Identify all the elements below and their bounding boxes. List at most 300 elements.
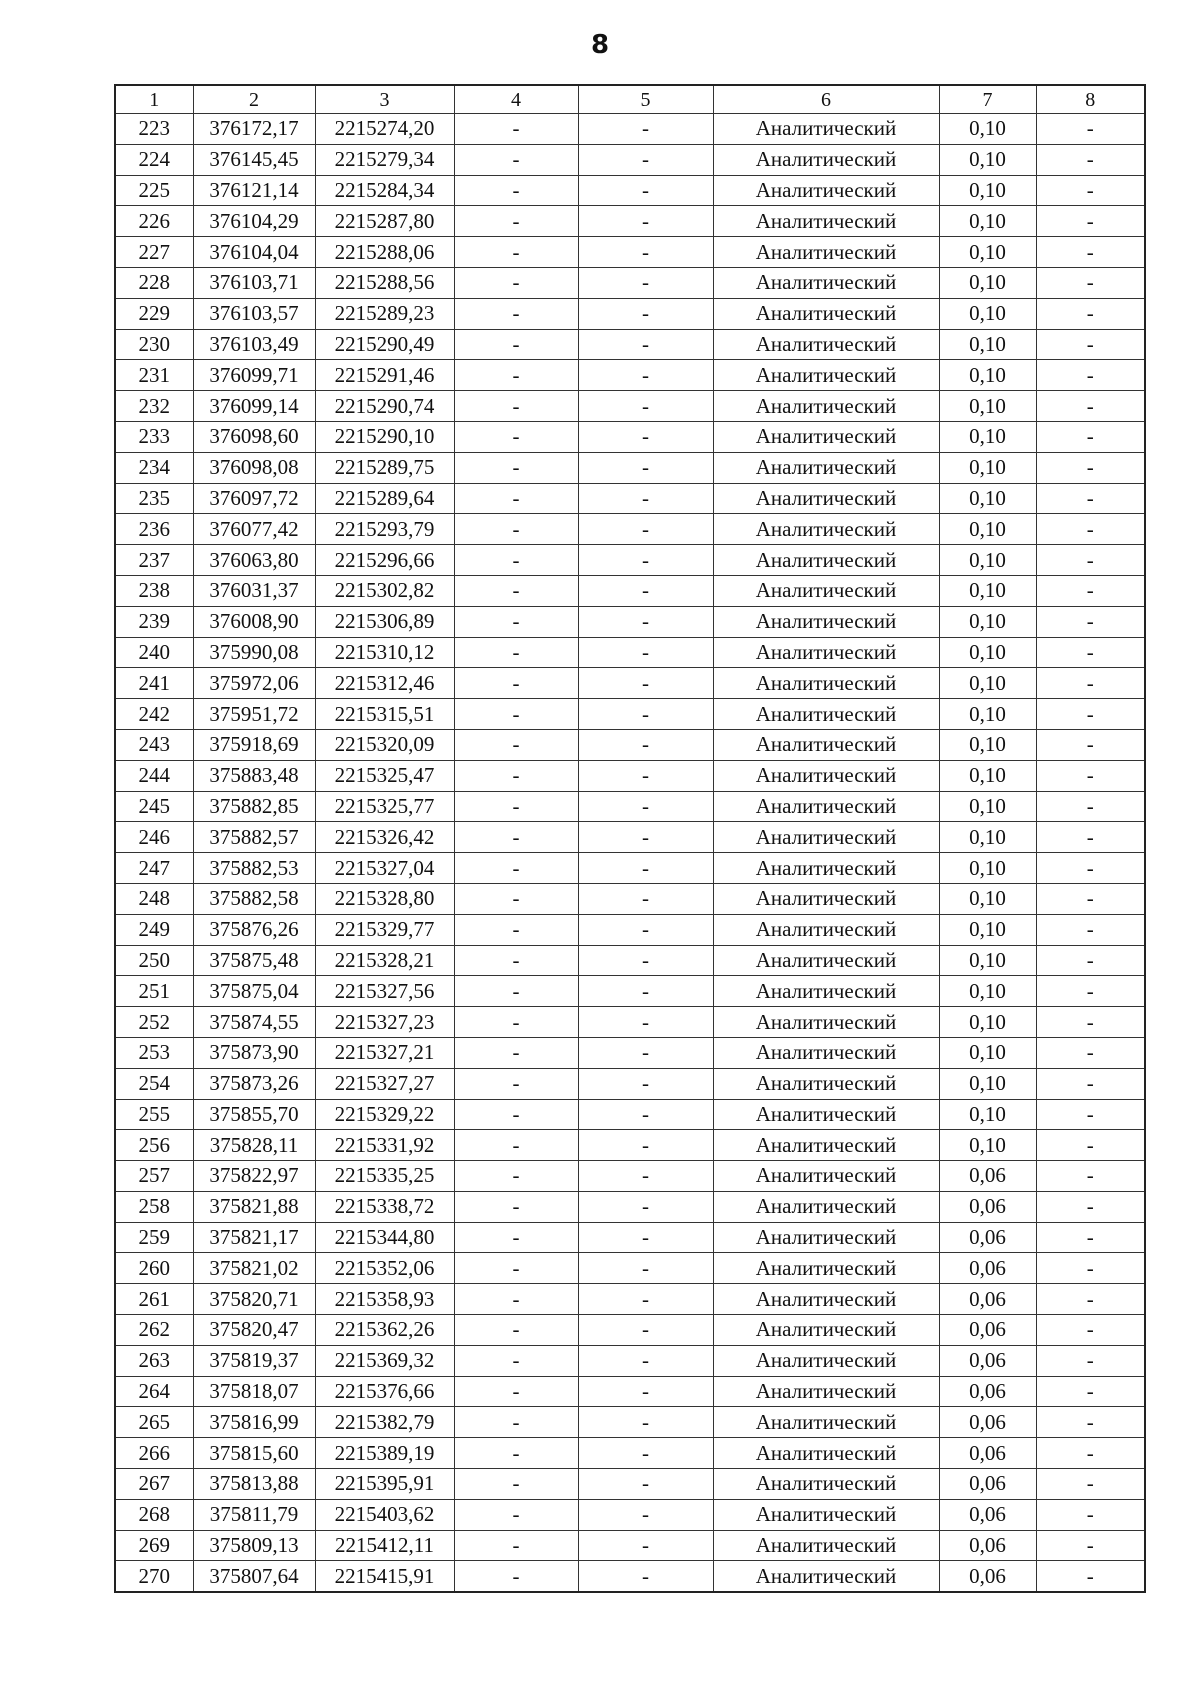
accuracy-cell: 0,06 <box>939 1191 1036 1222</box>
table-row <box>115 1469 1145 1500</box>
point-number-cell: 264 <box>115 1376 193 1407</box>
method-cell: Аналитический <box>713 237 939 268</box>
column-4-cell: - <box>454 1376 578 1407</box>
method-cell: Аналитический <box>713 144 939 175</box>
column-8-cell: - <box>1036 668 1145 699</box>
method-cell: Аналитический <box>713 452 939 483</box>
column-8-cell: - <box>1036 1007 1145 1038</box>
method-cell: Аналитический <box>713 483 939 514</box>
x-coordinate-cell: 376063,80 <box>193 545 315 576</box>
x-coordinate-cell: 376145,45 <box>193 144 315 175</box>
point-number-cell: 231 <box>115 360 193 391</box>
table-row <box>115 1099 1145 1130</box>
table-row <box>115 298 1145 329</box>
point-number-cell: 240 <box>115 637 193 668</box>
y-coordinate-cell: 2215344,80 <box>315 1222 454 1253</box>
column-5-cell: - <box>578 1222 713 1253</box>
column-4-cell: - <box>454 329 578 360</box>
column-5-cell: - <box>578 1315 713 1346</box>
column-4-cell: - <box>454 914 578 945</box>
point-number-cell: 226 <box>115 206 193 237</box>
column-4-cell: - <box>454 575 578 606</box>
y-coordinate-cell: 2215328,80 <box>315 883 454 914</box>
method-cell: Аналитический <box>713 1099 939 1130</box>
y-coordinate-cell: 2215306,89 <box>315 606 454 637</box>
y-coordinate-cell: 2215412,11 <box>315 1530 454 1561</box>
table-row <box>115 1499 1145 1530</box>
y-coordinate-cell: 2215287,80 <box>315 206 454 237</box>
accuracy-cell: 0,10 <box>939 729 1036 760</box>
x-coordinate-cell: 375875,04 <box>193 976 315 1007</box>
coordinates-table <box>114 84 1146 1593</box>
column-4-cell: - <box>454 853 578 884</box>
column-header-1: 1 <box>115 85 193 114</box>
point-number-cell: 244 <box>115 760 193 791</box>
y-coordinate-cell: 2215288,06 <box>315 237 454 268</box>
x-coordinate-cell: 375807,64 <box>193 1561 315 1592</box>
table-row <box>115 853 1145 884</box>
accuracy-cell: 0,06 <box>939 1561 1036 1592</box>
table-row <box>115 976 1145 1007</box>
column-5-cell: - <box>578 914 713 945</box>
column-8-cell: - <box>1036 1222 1145 1253</box>
column-5-cell: - <box>578 114 713 145</box>
table-row <box>115 1345 1145 1376</box>
accuracy-cell: 0,10 <box>939 421 1036 452</box>
accuracy-cell: 0,06 <box>939 1376 1036 1407</box>
column-8-cell: - <box>1036 1253 1145 1284</box>
column-header-6: 6 <box>713 85 939 114</box>
column-4-cell: - <box>454 1007 578 1038</box>
accuracy-cell: 0,06 <box>939 1345 1036 1376</box>
x-coordinate-cell: 375855,70 <box>193 1099 315 1130</box>
table-row <box>115 1191 1145 1222</box>
method-cell: Аналитический <box>713 329 939 360</box>
x-coordinate-cell: 375815,60 <box>193 1438 315 1469</box>
accuracy-cell: 0,10 <box>939 914 1036 945</box>
column-4-cell: - <box>454 267 578 298</box>
column-5-cell: - <box>578 1407 713 1438</box>
column-header-2: 2 <box>193 85 315 114</box>
column-5-cell: - <box>578 175 713 206</box>
table-row <box>115 606 1145 637</box>
y-coordinate-cell: 2215325,77 <box>315 791 454 822</box>
x-coordinate-cell: 375811,79 <box>193 1499 315 1530</box>
column-8-cell: - <box>1036 637 1145 668</box>
column-5-cell: - <box>578 575 713 606</box>
table-row <box>115 668 1145 699</box>
column-4-cell: - <box>454 421 578 452</box>
table-header-row <box>115 85 1145 114</box>
x-coordinate-cell: 376099,71 <box>193 360 315 391</box>
column-8-cell: - <box>1036 1099 1145 1130</box>
column-8-cell: - <box>1036 575 1145 606</box>
method-cell: Аналитический <box>713 791 939 822</box>
method-cell: Аналитический <box>713 1007 939 1038</box>
accuracy-cell: 0,10 <box>939 360 1036 391</box>
x-coordinate-cell: 376097,72 <box>193 483 315 514</box>
column-5-cell: - <box>578 483 713 514</box>
method-cell: Аналитический <box>713 1315 939 1346</box>
point-number-cell: 237 <box>115 545 193 576</box>
x-coordinate-cell: 375828,11 <box>193 1130 315 1161</box>
column-8-cell: - <box>1036 360 1145 391</box>
point-number-cell: 227 <box>115 237 193 268</box>
y-coordinate-cell: 2215290,10 <box>315 421 454 452</box>
method-cell: Аналитический <box>713 1499 939 1530</box>
y-coordinate-cell: 2215288,56 <box>315 267 454 298</box>
y-coordinate-cell: 2215327,21 <box>315 1037 454 1068</box>
table-row <box>115 452 1145 483</box>
method-cell: Аналитический <box>713 360 939 391</box>
column-4-cell: - <box>454 760 578 791</box>
column-5-cell: - <box>578 945 713 976</box>
column-4-cell: - <box>454 1161 578 1192</box>
y-coordinate-cell: 2215369,32 <box>315 1345 454 1376</box>
x-coordinate-cell: 375990,08 <box>193 637 315 668</box>
table-row <box>115 637 1145 668</box>
column-8-cell: - <box>1036 945 1145 976</box>
column-4-cell: - <box>454 668 578 699</box>
column-5-cell: - <box>578 1191 713 1222</box>
table-row <box>115 1407 1145 1438</box>
accuracy-cell: 0,10 <box>939 144 1036 175</box>
method-cell: Аналитический <box>713 1161 939 1192</box>
column-4-cell: - <box>454 1068 578 1099</box>
accuracy-cell: 0,10 <box>939 452 1036 483</box>
y-coordinate-cell: 2215293,79 <box>315 514 454 545</box>
column-4-cell: - <box>454 1345 578 1376</box>
column-8-cell: - <box>1036 1345 1145 1376</box>
x-coordinate-cell: 376098,08 <box>193 452 315 483</box>
y-coordinate-cell: 2215320,09 <box>315 729 454 760</box>
method-cell: Аналитический <box>713 298 939 329</box>
column-8-cell: - <box>1036 1561 1145 1592</box>
y-coordinate-cell: 2215310,12 <box>315 637 454 668</box>
accuracy-cell: 0,06 <box>939 1253 1036 1284</box>
x-coordinate-cell: 376077,42 <box>193 514 315 545</box>
point-number-cell: 268 <box>115 1499 193 1530</box>
accuracy-cell: 0,10 <box>939 545 1036 576</box>
column-4-cell: - <box>454 360 578 391</box>
column-5-cell: - <box>578 791 713 822</box>
point-number-cell: 229 <box>115 298 193 329</box>
method-cell: Аналитический <box>713 1561 939 1592</box>
y-coordinate-cell: 2215325,47 <box>315 760 454 791</box>
column-8-cell: - <box>1036 114 1145 145</box>
table-row <box>115 1253 1145 1284</box>
y-coordinate-cell: 2215358,93 <box>315 1284 454 1315</box>
accuracy-cell: 0,10 <box>939 175 1036 206</box>
column-8-cell: - <box>1036 1037 1145 1068</box>
method-cell: Аналитический <box>713 945 939 976</box>
accuracy-cell: 0,10 <box>939 760 1036 791</box>
point-number-cell: 248 <box>115 883 193 914</box>
x-coordinate-cell: 375821,88 <box>193 1191 315 1222</box>
accuracy-cell: 0,06 <box>939 1315 1036 1346</box>
table-row <box>115 914 1145 945</box>
point-number-cell: 259 <box>115 1222 193 1253</box>
accuracy-cell: 0,10 <box>939 483 1036 514</box>
accuracy-cell: 0,10 <box>939 329 1036 360</box>
y-coordinate-cell: 2215274,20 <box>315 114 454 145</box>
column-5-cell: - <box>578 729 713 760</box>
column-8-cell: - <box>1036 1407 1145 1438</box>
table-row <box>115 514 1145 545</box>
column-5-cell: - <box>578 1561 713 1592</box>
column-5-cell: - <box>578 267 713 298</box>
column-5-cell: - <box>578 1345 713 1376</box>
point-number-cell: 261 <box>115 1284 193 1315</box>
column-4-cell: - <box>454 545 578 576</box>
x-coordinate-cell: 375822,97 <box>193 1161 315 1192</box>
x-coordinate-cell: 375882,57 <box>193 822 315 853</box>
point-number-cell: 249 <box>115 914 193 945</box>
column-5-cell: - <box>578 976 713 1007</box>
accuracy-cell: 0,10 <box>939 1099 1036 1130</box>
method-cell: Аналитический <box>713 1037 939 1068</box>
column-4-cell: - <box>454 1253 578 1284</box>
accuracy-cell: 0,06 <box>939 1499 1036 1530</box>
method-cell: Аналитический <box>713 1469 939 1500</box>
point-number-cell: 257 <box>115 1161 193 1192</box>
accuracy-cell: 0,10 <box>939 1068 1036 1099</box>
column-5-cell: - <box>578 298 713 329</box>
column-5-cell: - <box>578 1130 713 1161</box>
column-4-cell: - <box>454 237 578 268</box>
table-row <box>115 883 1145 914</box>
column-4-cell: - <box>454 1469 578 1500</box>
table-row <box>115 1561 1145 1592</box>
column-5-cell: - <box>578 668 713 699</box>
column-5-cell: - <box>578 391 713 422</box>
accuracy-cell: 0,06 <box>939 1438 1036 1469</box>
table-row <box>115 1315 1145 1346</box>
x-coordinate-cell: 375818,07 <box>193 1376 315 1407</box>
table-row <box>115 237 1145 268</box>
table-row <box>115 114 1145 145</box>
method-cell: Аналитический <box>713 729 939 760</box>
column-5-cell: - <box>578 144 713 175</box>
method-cell: Аналитический <box>713 1222 939 1253</box>
table-row <box>115 699 1145 730</box>
accuracy-cell: 0,10 <box>939 637 1036 668</box>
table-row <box>115 206 1145 237</box>
y-coordinate-cell: 2215328,21 <box>315 945 454 976</box>
x-coordinate-cell: 375819,37 <box>193 1345 315 1376</box>
accuracy-cell: 0,10 <box>939 237 1036 268</box>
method-cell: Аналитический <box>713 421 939 452</box>
y-coordinate-cell: 2215291,46 <box>315 360 454 391</box>
point-number-cell: 247 <box>115 853 193 884</box>
column-8-cell: - <box>1036 545 1145 576</box>
point-number-cell: 252 <box>115 1007 193 1038</box>
y-coordinate-cell: 2215326,42 <box>315 822 454 853</box>
method-cell: Аналитический <box>713 575 939 606</box>
column-4-cell: - <box>454 298 578 329</box>
column-5-cell: - <box>578 237 713 268</box>
accuracy-cell: 0,10 <box>939 606 1036 637</box>
y-coordinate-cell: 2215335,25 <box>315 1161 454 1192</box>
table-row <box>115 1376 1145 1407</box>
column-5-cell: - <box>578 1530 713 1561</box>
column-4-cell: - <box>454 1284 578 1315</box>
accuracy-cell: 0,10 <box>939 391 1036 422</box>
x-coordinate-cell: 375821,02 <box>193 1253 315 1284</box>
table-row <box>115 822 1145 853</box>
column-5-cell: - <box>578 637 713 668</box>
column-5-cell: - <box>578 1438 713 1469</box>
point-number-cell: 234 <box>115 452 193 483</box>
column-4-cell: - <box>454 483 578 514</box>
y-coordinate-cell: 2215327,23 <box>315 1007 454 1038</box>
method-cell: Аналитический <box>713 1407 939 1438</box>
column-8-cell: - <box>1036 206 1145 237</box>
y-coordinate-cell: 2215289,64 <box>315 483 454 514</box>
column-header-8: 8 <box>1036 85 1145 114</box>
table-row <box>115 545 1145 576</box>
table-row <box>115 1007 1145 1038</box>
y-coordinate-cell: 2215279,34 <box>315 144 454 175</box>
method-cell: Аналитический <box>713 606 939 637</box>
column-5-cell: - <box>578 699 713 730</box>
method-cell: Аналитический <box>713 514 939 545</box>
x-coordinate-cell: 376104,04 <box>193 237 315 268</box>
method-cell: Аналитический <box>713 175 939 206</box>
method-cell: Аналитический <box>713 545 939 576</box>
x-coordinate-cell: 375820,47 <box>193 1315 315 1346</box>
column-4-cell: - <box>454 606 578 637</box>
accuracy-cell: 0,10 <box>939 853 1036 884</box>
column-4-cell: - <box>454 729 578 760</box>
column-8-cell: - <box>1036 1191 1145 1222</box>
point-number-cell: 251 <box>115 976 193 1007</box>
accuracy-cell: 0,10 <box>939 1007 1036 1038</box>
y-coordinate-cell: 2215327,56 <box>315 976 454 1007</box>
column-header-4: 4 <box>454 85 578 114</box>
column-4-cell: - <box>454 1037 578 1068</box>
point-number-cell: 270 <box>115 1561 193 1592</box>
x-coordinate-cell: 375821,17 <box>193 1222 315 1253</box>
table-body <box>115 114 1145 1593</box>
y-coordinate-cell: 2215338,72 <box>315 1191 454 1222</box>
column-5-cell: - <box>578 360 713 391</box>
column-header-3: 3 <box>315 85 454 114</box>
column-8-cell: - <box>1036 1530 1145 1561</box>
column-4-cell: - <box>454 175 578 206</box>
y-coordinate-cell: 2215415,91 <box>315 1561 454 1592</box>
y-coordinate-cell: 2215289,23 <box>315 298 454 329</box>
column-4-cell: - <box>454 883 578 914</box>
y-coordinate-cell: 2215329,22 <box>315 1099 454 1130</box>
point-number-cell: 255 <box>115 1099 193 1130</box>
point-number-cell: 265 <box>115 1407 193 1438</box>
accuracy-cell: 0,10 <box>939 1037 1036 1068</box>
accuracy-cell: 0,10 <box>939 883 1036 914</box>
y-coordinate-cell: 2215296,66 <box>315 545 454 576</box>
y-coordinate-cell: 2215362,26 <box>315 1315 454 1346</box>
point-number-cell: 235 <box>115 483 193 514</box>
accuracy-cell: 0,10 <box>939 822 1036 853</box>
point-number-cell: 224 <box>115 144 193 175</box>
column-header-7: 7 <box>939 85 1036 114</box>
method-cell: Аналитический <box>713 853 939 884</box>
column-8-cell: - <box>1036 822 1145 853</box>
column-8-cell: - <box>1036 883 1145 914</box>
table-row <box>115 329 1145 360</box>
x-coordinate-cell: 375873,90 <box>193 1037 315 1068</box>
method-cell: Аналитический <box>713 1068 939 1099</box>
x-coordinate-cell: 376031,37 <box>193 575 315 606</box>
column-5-cell: - <box>578 1499 713 1530</box>
column-8-cell: - <box>1036 1315 1145 1346</box>
column-8-cell: - <box>1036 1284 1145 1315</box>
column-8-cell: - <box>1036 298 1145 329</box>
column-4-cell: - <box>454 1191 578 1222</box>
point-number-cell: 233 <box>115 421 193 452</box>
x-coordinate-cell: 376121,14 <box>193 175 315 206</box>
method-cell: Аналитический <box>713 976 939 1007</box>
method-cell: Аналитический <box>713 668 939 699</box>
y-coordinate-cell: 2215290,49 <box>315 329 454 360</box>
column-8-cell: - <box>1036 1499 1145 1530</box>
x-coordinate-cell: 375951,72 <box>193 699 315 730</box>
accuracy-cell: 0,10 <box>939 514 1036 545</box>
accuracy-cell: 0,10 <box>939 945 1036 976</box>
column-5-cell: - <box>578 853 713 884</box>
column-4-cell: - <box>454 945 578 976</box>
point-number-cell: 254 <box>115 1068 193 1099</box>
method-cell: Аналитический <box>713 637 939 668</box>
method-cell: Аналитический <box>713 1191 939 1222</box>
accuracy-cell: 0,10 <box>939 298 1036 329</box>
x-coordinate-cell: 375972,06 <box>193 668 315 699</box>
accuracy-cell: 0,10 <box>939 699 1036 730</box>
column-5-cell: - <box>578 1284 713 1315</box>
method-cell: Аналитический <box>713 1284 939 1315</box>
column-4-cell: - <box>454 1499 578 1530</box>
x-coordinate-cell: 376099,14 <box>193 391 315 422</box>
column-4-cell: - <box>454 144 578 175</box>
column-8-cell: - <box>1036 1376 1145 1407</box>
point-number-cell: 263 <box>115 1345 193 1376</box>
column-5-cell: - <box>578 452 713 483</box>
column-4-cell: - <box>454 1222 578 1253</box>
column-4-cell: - <box>454 791 578 822</box>
x-coordinate-cell: 375882,58 <box>193 883 315 914</box>
column-4-cell: - <box>454 452 578 483</box>
x-coordinate-cell: 376104,29 <box>193 206 315 237</box>
column-5-cell: - <box>578 760 713 791</box>
y-coordinate-cell: 2215289,75 <box>315 452 454 483</box>
table-row <box>115 175 1145 206</box>
column-8-cell: - <box>1036 483 1145 514</box>
x-coordinate-cell: 375874,55 <box>193 1007 315 1038</box>
column-8-cell: - <box>1036 1438 1145 1469</box>
table-row <box>115 267 1145 298</box>
x-coordinate-cell: 375918,69 <box>193 729 315 760</box>
x-coordinate-cell: 376172,17 <box>193 114 315 145</box>
point-number-cell: 238 <box>115 575 193 606</box>
table-row <box>115 421 1145 452</box>
table-row <box>115 1222 1145 1253</box>
table-row <box>115 1130 1145 1161</box>
column-4-cell: - <box>454 514 578 545</box>
column-5-cell: - <box>578 1068 713 1099</box>
accuracy-cell: 0,06 <box>939 1530 1036 1561</box>
method-cell: Аналитический <box>713 267 939 298</box>
column-5-cell: - <box>578 606 713 637</box>
